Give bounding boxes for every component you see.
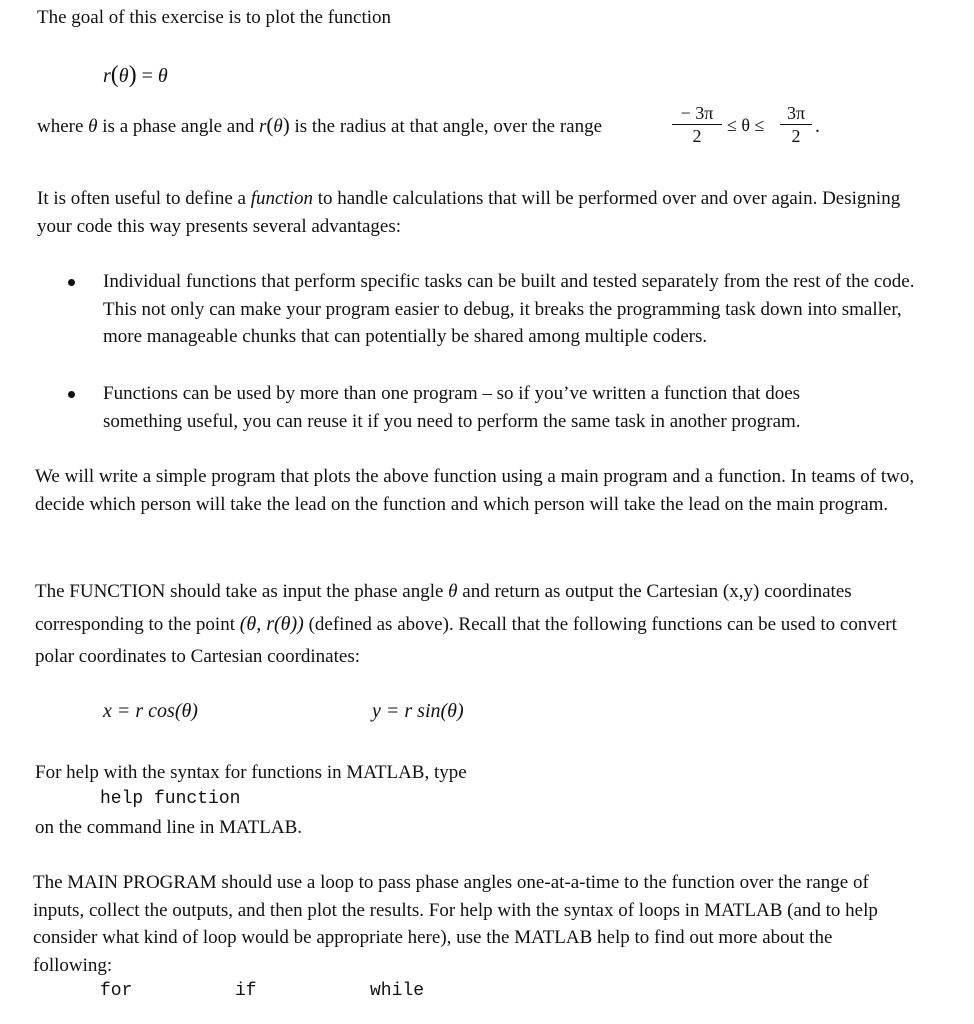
help-line-2: on the command line in MATLAB.	[35, 817, 303, 838]
keyword-for: for	[100, 981, 133, 1001]
equation-x: x = r cos(θ)	[103, 700, 198, 722]
help-code: help function	[100, 789, 241, 809]
fraction-right: 3π 2	[780, 103, 812, 146]
para-main: The MAIN PROGRAM should use a loop to pass phase angles one-at-a-time to the function over the range of inputs, collect the outputs, and then plot the results. For help with the syntax of loops in MATLAB (and to help consider what kind of loop would be appropriate here), use the MATLAB help to find out more about the following:	[33, 872, 878, 976]
equation-y: y = r sin(θ)	[372, 700, 464, 722]
fraction-left: − 3π 2	[672, 103, 722, 146]
range-period: .	[815, 115, 820, 137]
inequality: ≤ θ ≤	[727, 115, 765, 135]
help-line-1: For help with the syntax for functions in MATLAB, type	[35, 762, 467, 783]
para-function: It is often useful to define a function to handle calculations that will be performed over and over again. Designing your code this way presents several advantages:	[37, 188, 901, 237]
keyword-while: while	[370, 981, 425, 1001]
bullet-dot-2	[68, 391, 75, 398]
para-fn: The FUNCTION should take as input the phase angle θ and return as output the Cartesian (x,y) coordinates corresponding to the point (θ, r(θ)) (defined as above). Recall that the following functions can be used to convert polar coordinates to Cartesian coordinates:	[35, 581, 897, 667]
equation-main: r(θ) = θ	[103, 62, 168, 88]
bullet-item-2: Functions can be used by more than one program – so if you’ve written a function that does something useful, you can reuse it if you need to perform the same task in another program.	[103, 383, 801, 432]
range-sentence: where θ is a phase angle and r(θ) is the radius at that angle, over the range	[37, 113, 603, 137]
para-write: We will write a simple program that plots the above function using a main program and a function. In teams of two, decide which person will take the lead on the function and which person will take the lead on the main program.	[35, 466, 915, 515]
bullet-item-1: Individual functions that perform specific tasks can be built and tested separately from the rest of the code. This not only can make your program easier to debug, it breaks the programming task down into smaller, more manageable chunks that can potentially be shared among multiple coders.	[103, 271, 915, 347]
bullet-dot-1	[68, 279, 75, 286]
keyword-if: if	[235, 981, 257, 1001]
intro-text: The goal of this exercise is to plot the function	[37, 7, 392, 28]
